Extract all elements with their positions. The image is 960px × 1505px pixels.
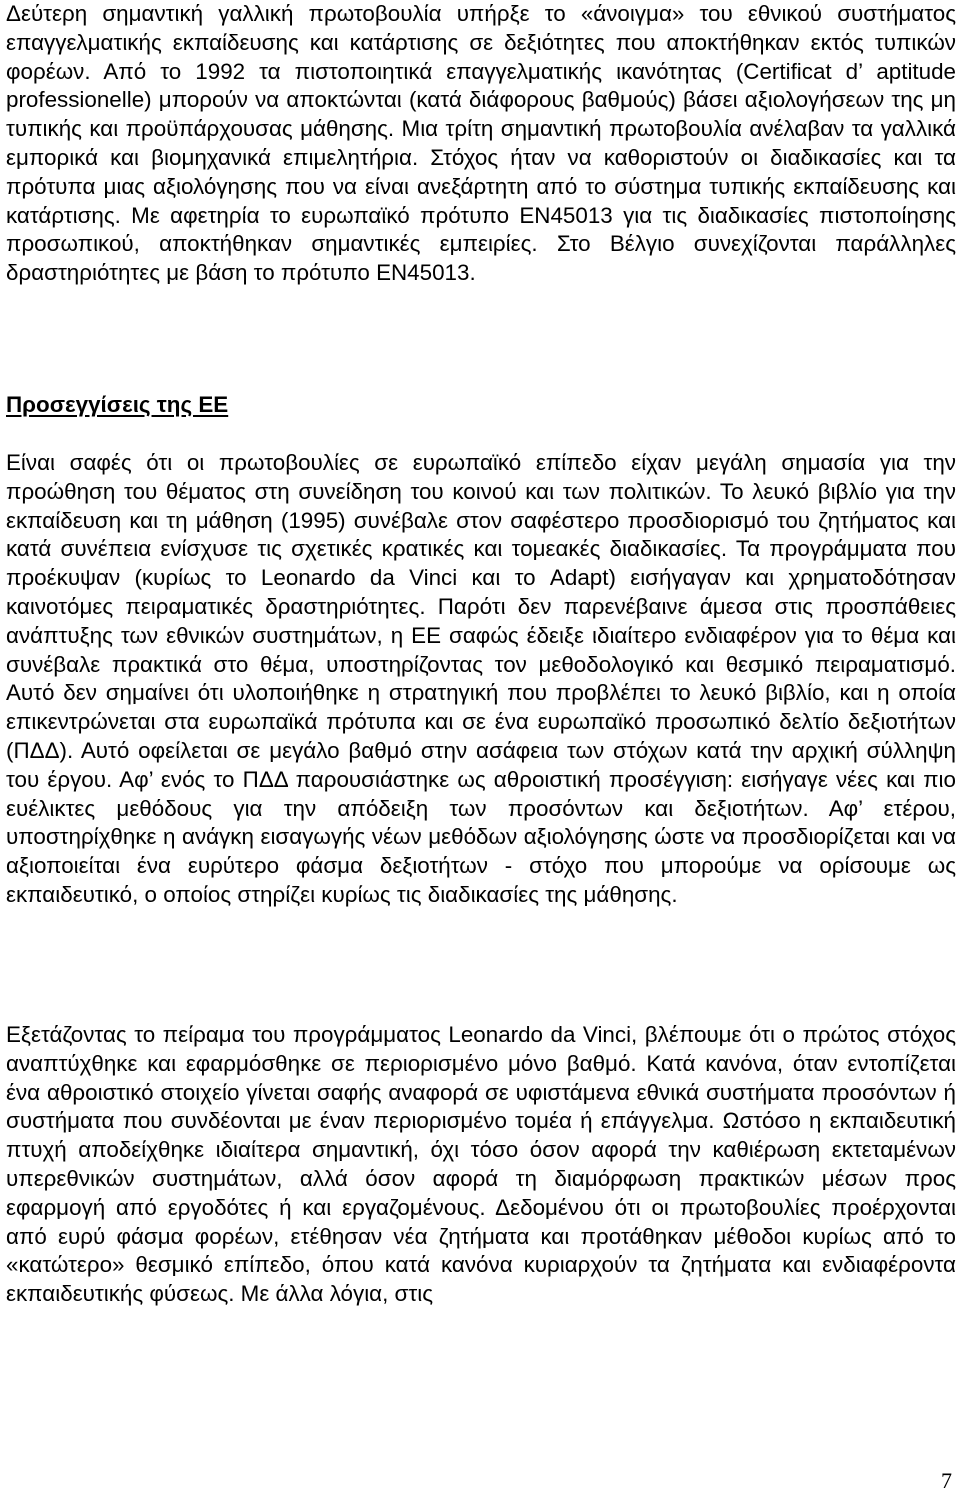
- section-heading: Προσεγγίσεις της ΕΕ: [6, 392, 229, 417]
- page-number: 7: [941, 1468, 952, 1493]
- paragraph-leonardo-da-vinci: Εξετάζοντας το πείραμα του προγράμματος Leonardo da Vinci, βλέπουμε ότι ο πρώτος στόχος αναπτύχθηκε και εφαρμόσθηκε σε περιορισμένο μόνο βαθμό. Κατά κανόνα, όταν εντοπίζεται ένα αθροιστικό στοιχείο γίνεται σαφής αναφορά σε υφιστάμενα εθνικά συστήματα προσόντων ή συστήματα που συνδέονται με έναν περιορισμένο τομέα ή επάγγελμα. Ωστόσο η εκπαιδευτική πτυχή αποδείχθηκε ιδιαίτερα σημαντική, όχι τόσο όσον αφορά την καθιέρωση εκτεταμένων υπερεθνικών συστημάτων, αλλά όσον αφορά τη διαμόρφωση πρακτικών μέσων προς εφαρμογή από εργοδότες ή και εργαζομένους. Δεδομένου ότι οι πρωτοβουλίες προέρχονται από ευρύ φάσμα φορέων, ετέθησαν νέα ζητήματα και προτάθηκαν μέθοδοι κυρίως από το «κατώτερο» θεσμικό επίπεδο, όπου κατά κανόνα κυριαρχούν τα ζητήματα και ενδιαφέροντα εκπαιδευτικής φύσεως. Με άλλα λόγια, στις: [6, 1022, 956, 1307]
- paragraph-french-initiatives: Δεύτερη σημαντική γαλλική πρωτοβουλία υπήρξε το «άνοιγμα» του εθνικού συστήματος επαγγελματικής εκπαίδευσης και κατάρτισης σε δεξιότητες που αποκτήθηκαν εκτός τυπικών φορέων. Από το 1992 τα πιστοποιητικά επαγγελματικής ικανότητας (Certificat d’ aptitude professionelle) μπορούν να αποκτώνται (κατά διάφορους βαθμούς) βάσει αξιολογήσεων της μη τυπικής και προϋπάρχουσας μάθησης. Μια τρίτη σημαντική πρωτοβουλία ανέλαβαν τα γαλλικά εμπορικά και βιομηχανικά επιμελητήρια. Στόχος ήταν να καθοριστούν οι διαδικασίες και τα πρότυπα μιας αξιολόγησης που να είναι ανεξάρτητη από το σύστημα τυπικής εκπαίδευσης και κατάρτισης. Με αφετηρία το ευρωπαϊκό πρότυπο ΕΝ45013 για τις διαδικασίες πιστοποίησης προσωπικού, αποκτήθηκαν σημαντικές εμπειρίες. Στο Βέλγιο συνεχίζονται παράλληλες δραστηριότητες με βάση το πρότυπο ΕΝ45013.: [6, 1, 956, 286]
- paragraph-eu-initiatives: Είναι σαφές ότι οι πρωτοβουλίες σε ευρωπαϊκό επίπεδο είχαν μεγάλη σημασία για την προώθηση του θέματος στη συνείδηση του κοινού και των πολιτικών. Το λευκό βιβλίο για την εκπαίδευση και τη μάθηση (1995) συνέβαλε στον σαφέστερο προσδιορισμό του ζητήματος και κατά συνέπεια ενίσχυσε τις σχετικές κρατικές και τομεακές διαδικασίες. Τα προγράμματα που προέκυψαν (κυρίως το Leonardo da Vinci και το Adapt) εισήγαγαν και χρηματοδότησαν καινοτόμες πειραματικές δραστηριότητες. Παρότι δεν παρενέβαινε άμεσα στις προσπάθειες ανάπτυξης των εθνικών συστημάτων, η ΕΕ σαφώς έδειξε ιδιαίτερο ενδιαφέρον για το θέμα και συνέβαλε πρακτικά στο θέμα, υποστηρίζοντας τον μεθοδολογικό και θεσμικό πειραματισμό. Αυτό δεν σημαίνει ότι υλοποιήθηκε η στρατηγική που προβλέπει το λευκό βιβλίο, και η οποία επικεντρώνεται στα ευρωπαϊκά πρότυπα και σε ένα ευρωπαϊκό προσωπικό δελτίο δεξιοτήτων (ΠΔΔ). Αυτό οφείλεται σε μεγάλο βαθμό στην ασάφεια των στόχων κατά την αρχική σύλληψη του έργου. Αφ’ ενός το ΠΔΔ παρουσιάστηκε ως αθροιστική προσέγγιση: εισήγαγε νέες και πιο ευέλικτες μεθόδους για την απόδειξη των προσόντων και δεξιοτήτων. Αφ’ ετέρου, υποστηρίχθηκε η ανάγκη εισαγωγής νέων μεθόδων αξιολόγησης ώστε να προσδιορίζεται και να αξιοποιείται ένα ευρύτερο φάσμα δεξιοτήτων - στόχο που μπορούμε να ορίσουμε ως εκπαιδευτικό, ο οποίος στηρίζει κυρίως τις διαδικασίες της μάθησης.: [6, 450, 956, 907]
